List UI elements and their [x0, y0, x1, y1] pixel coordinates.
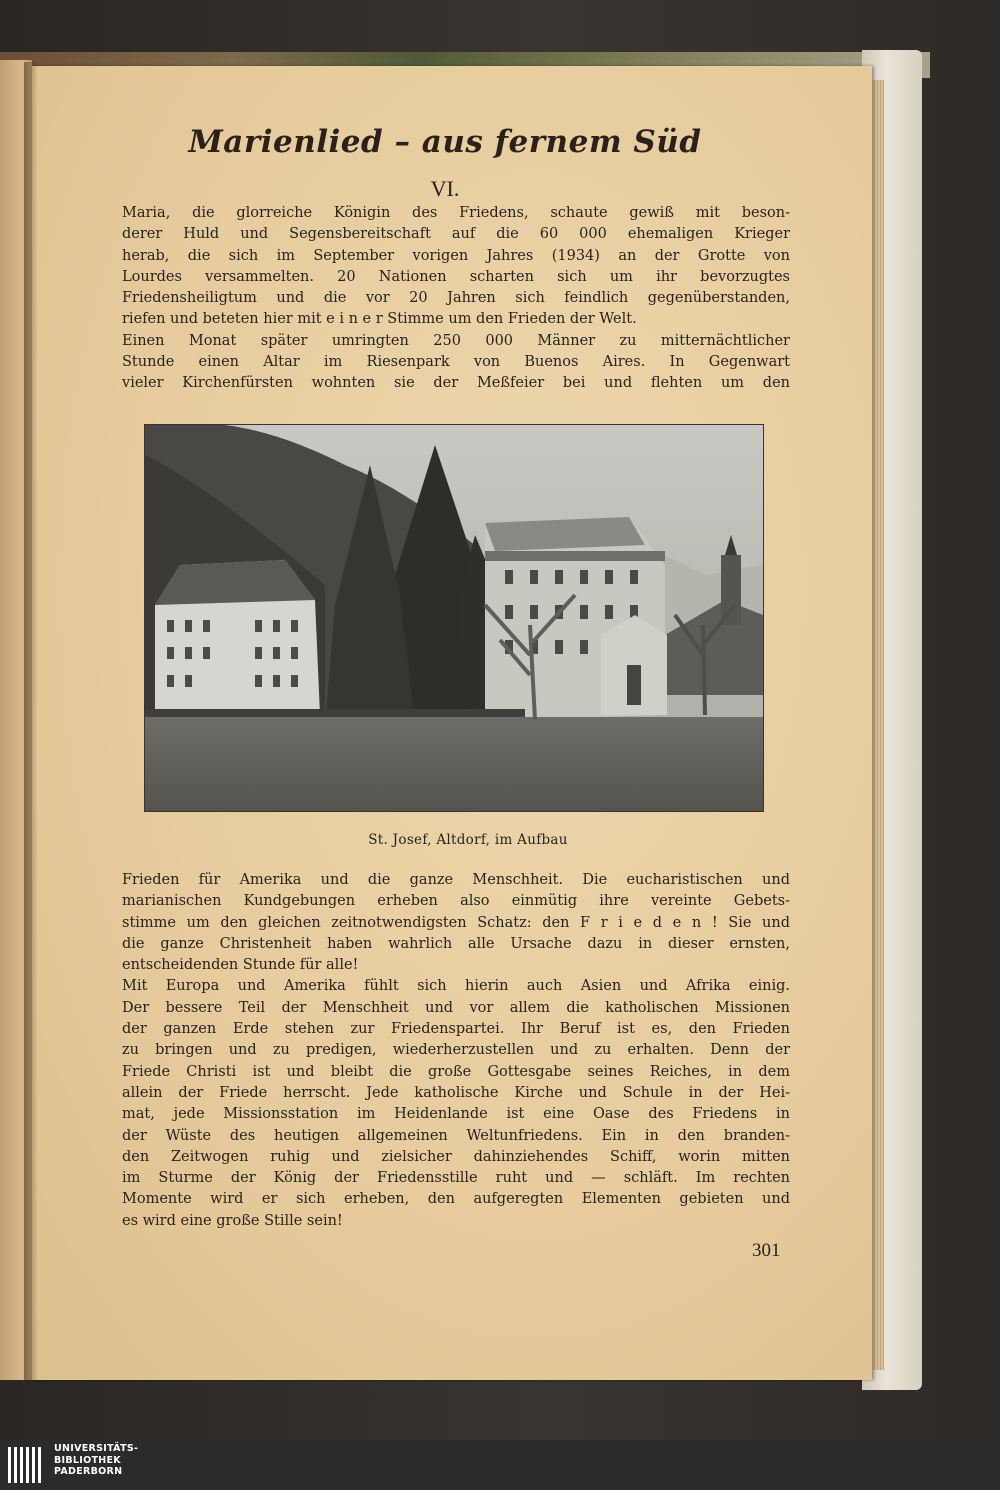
section-number: VI.: [430, 176, 460, 201]
text-line: im Sturme der König der Friedensstille ruht und — schläft. Im rechten: [122, 1170, 790, 1187]
text-line: den Zeitwogen ruhig und zielsicher dahinziehendes Schiff, worin mitten: [122, 1148, 790, 1165]
text-line: vieler Kirchenfürsten wohnten sie der Meßfeier bei und flehten um den: [122, 375, 790, 392]
text-line: derer Huld und Segensbereitschaft auf die 60 000 ehemaligen Krieger: [122, 226, 790, 243]
text-line: die ganze Christenheit haben wahrlich alle Ursache dazu in dieser ernsten,: [122, 935, 790, 952]
text-line: Momente wird er sich erheben, den aufgeregten Elementen gebieten und: [122, 1191, 790, 1208]
text-line: zu bringen und zu predigen, wiederherzustellen und zu erhalten. Denn der: [122, 1042, 790, 1059]
text-line: Einen Monat später umringten 250 000 Männer zu mitternächtlicher: [122, 332, 790, 349]
text-line: Der bessere Teil der Menschheit und vor allem die katholischen Missionen: [122, 999, 790, 1016]
building-photo-illustration: [145, 425, 763, 811]
paragraph-top: [122, 203, 790, 395]
library-logo-icon: [8, 1445, 48, 1485]
page-block-edge: [872, 80, 884, 1370]
photo-caption: St. Josef, Altdorf, im Aufbau: [368, 832, 568, 848]
text-line: entscheidenden Stunde für alle!: [122, 957, 359, 974]
text-line: Maria, die glorreiche Königin des Friedens, schaute gewiß mit beson-: [122, 205, 790, 221]
text-line: herab, die sich im September vorigen Jahres (1934) an der Grotte von: [122, 247, 790, 264]
text-line: Stunde einen Altar im Riesenpark von Buenos Aires. In Gegenwart: [122, 354, 790, 371]
text-line: Friedensheiligtum und die vor 20 Jahren sich feindlich gegenüberstanden,: [122, 290, 790, 307]
page-title: Marienlied – aus fernem Süd: [188, 124, 702, 160]
text-line: der ganzen Erde stehen zur Friedenspartei. Ihr Beruf ist es, den Frieden: [122, 1021, 790, 1038]
library-footer-bar: [0, 1440, 1000, 1490]
logo-line: BIBLIOTHEK: [54, 1454, 121, 1466]
logo-line: UNIVERSITÄTS-: [54, 1443, 139, 1454]
text-line: riefen und beteten hier mit e i n e r Stimme um den Frieden der Welt.: [122, 311, 637, 328]
page-gutter-shadow: [24, 62, 38, 1380]
library-logo-text: [54, 1443, 138, 1478]
page-number: 301: [752, 1240, 781, 1261]
logo-line: PADERBORN: [54, 1466, 123, 1478]
text-line: Mit Europa und Amerika fühlt sich hierin auch Asien und Afrika einig.: [122, 978, 790, 995]
text-line: allein der Friede herrscht. Jede katholische Kirche und Schule in der Hei-: [122, 1084, 790, 1101]
text-line: es wird eine große Stille sein!: [122, 1212, 343, 1229]
text-line: mat, jede Missionsstation im Heidenlande ist eine Oase des Friedens in: [122, 1106, 790, 1123]
text-line: stimme um den gleichen zeitnotwendigsten Schatz: den F r i e d e n ! Sie und: [122, 914, 790, 931]
text-line: Friede Christi ist und bleibt die große Gottesgabe seines Reiches, in dem: [122, 1063, 790, 1080]
text-line: Lourdes versammelten. 20 Nationen scharten sich um ihr bevorzugtes: [122, 268, 790, 285]
photo-st-josef-altdorf: [144, 424, 764, 812]
text-line: der Wüste des heutigen allgemeinen Weltunfriedens. Ein in den branden-: [122, 1127, 790, 1144]
text-line: Frieden für Amerika und die ganze Menschheit. Die eucharistischen und: [122, 872, 790, 888]
paragraph-bottom: [122, 870, 790, 1232]
text-line: marianischen Kundgebungen erheben also einmütig ihre vereinte Gebets-: [122, 893, 790, 910]
